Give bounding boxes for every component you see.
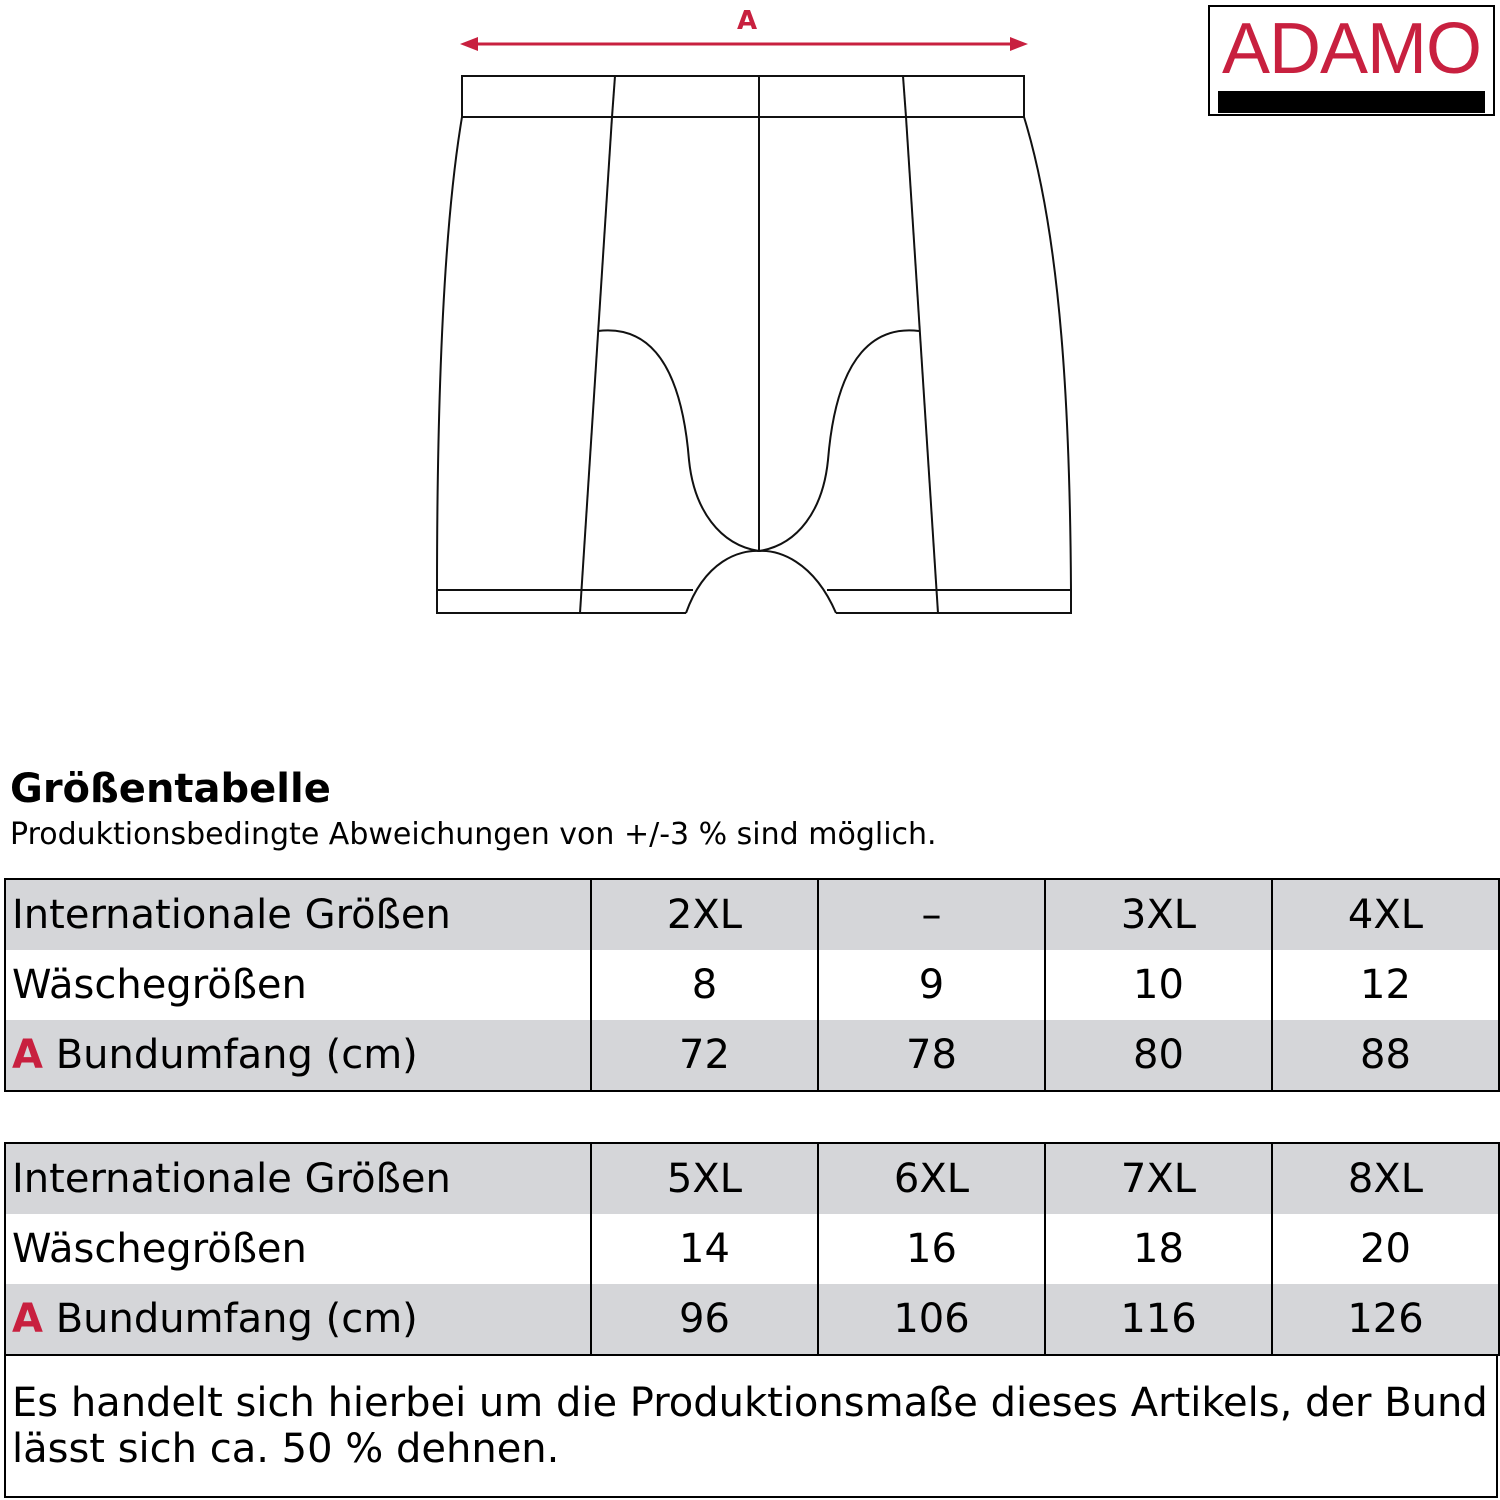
tolerance-note: Produktionsbedingte Abweichungen von +/-3 % sind möglich.	[10, 817, 937, 852]
adamo-logo	[1208, 5, 1495, 116]
table-cell: –	[818, 879, 1045, 950]
measurement-label-a: A	[736, 6, 758, 36]
table-cell: 6XL	[818, 1143, 1045, 1214]
table-row-international-sizes	[5, 879, 1499, 950]
measurement-arrow-a	[460, 6, 1028, 51]
row-label: Bundumfang (cm)	[55, 1296, 418, 1342]
table-cell: 80	[1045, 1020, 1272, 1091]
row-label-waist	[5, 1020, 591, 1091]
table-cell: 10	[1045, 950, 1272, 1020]
measure-marker-a: A	[12, 1296, 43, 1342]
table-cell: 16	[818, 1214, 1045, 1284]
table-cell: 5XL	[591, 1143, 818, 1214]
row-label: Bundumfang (cm)	[55, 1032, 418, 1078]
table-cell: 96	[591, 1284, 818, 1355]
row-label: Wäschegrößen	[5, 1214, 591, 1284]
production-footnote: Es handelt sich hierbei um die Produktionsmaße dieses Artikels, der Bund lässt sich ca. 50 % dehnen.	[4, 1356, 1498, 1498]
table-cell: 9	[818, 950, 1045, 1020]
table-cell: 126	[1272, 1284, 1499, 1355]
table-cell: 7XL	[1045, 1143, 1272, 1214]
table-row-waist-circumference	[5, 1284, 1499, 1355]
row-label: Wäschegrößen	[5, 950, 591, 1020]
size-table-2	[4, 1142, 1500, 1356]
table-cell: 18	[1045, 1214, 1272, 1284]
table-cell: 4XL	[1272, 879, 1499, 950]
logo-text: ADAMO	[1221, 9, 1482, 89]
table-cell: 8XL	[1272, 1143, 1499, 1214]
row-label: Internationale Größen	[5, 879, 591, 950]
table-cell: 14	[591, 1214, 818, 1284]
page-title: Größentabelle	[10, 766, 331, 812]
table-cell: 106	[818, 1284, 1045, 1355]
row-label: Internationale Größen	[5, 1143, 591, 1214]
table-cell: 3XL	[1045, 879, 1272, 950]
table-cell: 88	[1272, 1020, 1499, 1091]
table-cell: 116	[1045, 1284, 1272, 1355]
logo-bar	[1218, 91, 1485, 113]
table-row-laundry-sizes	[5, 950, 1499, 1020]
table-row-international-sizes	[5, 1143, 1499, 1214]
table-cell: 78	[818, 1020, 1045, 1091]
table-cell: 20	[1272, 1214, 1499, 1284]
table-row-waist-circumference	[5, 1020, 1499, 1091]
table-cell: 12	[1272, 950, 1499, 1020]
measure-marker-a: A	[12, 1032, 43, 1078]
table-row-laundry-sizes	[5, 1214, 1499, 1284]
size-table-1	[4, 878, 1500, 1092]
table-cell: 8	[591, 950, 818, 1020]
table-cell: 2XL	[591, 879, 818, 950]
row-label-waist	[5, 1284, 591, 1355]
table-cell: 72	[591, 1020, 818, 1091]
shorts-outline	[437, 76, 1071, 613]
